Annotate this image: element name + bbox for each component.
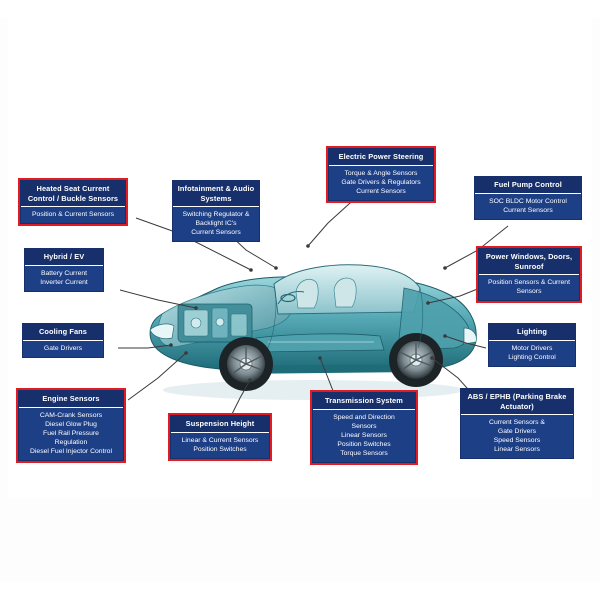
callout-title: Electric Power Steering: [329, 149, 433, 165]
callout-item: Position Switches: [193, 445, 247, 453]
callout-body: [173, 206, 259, 241]
callout-title: Lighting: [489, 324, 575, 340]
callout-suspension-height[interactable]: [168, 413, 272, 461]
car-illustration: [128, 218, 488, 408]
callout-body: [171, 432, 269, 458]
callout-item: CAM-Crank Sensors: [39, 411, 103, 419]
callout-item: Inverter Current: [40, 278, 88, 286]
callout-item: Battery Current: [40, 269, 88, 277]
callout-engine-sensors[interactable]: [16, 388, 126, 463]
callout-body: [329, 165, 433, 200]
callout-body: [19, 407, 123, 460]
callout-title: Power Windows, Doors, Sunroof: [479, 249, 579, 274]
callout-title: Suspension Height: [171, 416, 269, 432]
callout-body: [475, 193, 581, 219]
callout-power-windows-doors-sunroof[interactable]: [476, 246, 582, 303]
callout-item: Linear & Current Sensors: [181, 436, 259, 444]
callout-item: Lighting Control: [508, 353, 556, 361]
callout-lighting[interactable]: [488, 323, 576, 367]
callout-electric-power-steering[interactable]: [326, 146, 436, 203]
callout-item: Torque & Angle Sensors: [344, 169, 418, 177]
callout-item: Gate Drivers: [497, 428, 537, 435]
diagram-image: [0, 18, 600, 582]
callout-infotainment-audio-systems[interactable]: [172, 180, 260, 242]
callout-heated-seat-current-control[interactable]: [18, 178, 128, 226]
callout-item: Current Sensors: [503, 206, 553, 214]
callout-fuel-pump-control[interactable]: [474, 176, 582, 220]
callout-item: Motor Drivers: [511, 344, 553, 352]
callout-item: SOC BLDC Motor Control: [489, 197, 567, 205]
callout-item: Current Sensors: [356, 187, 406, 195]
callout-body: [23, 340, 103, 357]
callout-item: Switching Regulator &: [182, 211, 250, 218]
callout-hybrid-ev[interactable]: [24, 248, 104, 292]
callout-item: Gate Drivers: [43, 344, 83, 352]
callout-item: Position & Current Sensors: [32, 211, 114, 218]
callout-item: Speed and Direction: [333, 413, 395, 421]
callout-item: Current Sensors: [191, 229, 241, 236]
callout-body: [479, 274, 579, 300]
callout-abs-ephb[interactable]: [460, 388, 574, 459]
callout-body: [313, 409, 415, 462]
callout-body: [25, 265, 103, 291]
callout-body: [489, 340, 575, 366]
callout-title: Fuel Pump Control: [475, 177, 581, 193]
callout-transmission-system[interactable]: [310, 390, 418, 465]
callout-item: Gate Drivers & Regulators: [341, 178, 421, 186]
callout-item: Diesel Glow Plug: [45, 420, 97, 428]
callout-title: Cooling Fans: [23, 324, 103, 340]
callout-item: Backlight IC's: [195, 220, 237, 227]
callout-item: Position Sensors & Current: [488, 279, 570, 286]
callout-title: Transmission System: [313, 393, 415, 409]
callout-body: [21, 206, 125, 223]
callout-item: Position Switches: [337, 440, 391, 448]
callout-item: Diesel Fuel Injector Control: [30, 447, 112, 455]
callout-item: Torque Sensors: [340, 449, 388, 457]
callout-cooling-fans[interactable]: [22, 323, 104, 358]
callout-item: Sensors: [516, 288, 542, 295]
callout-item: Linear Sensors: [494, 446, 540, 453]
callout-item: Fuel Rail Pressure: [43, 429, 99, 437]
diagram-artboard: [8, 18, 592, 498]
callout-title: Heated Seat Current Control / Buckle Sensors: [21, 181, 125, 206]
callout-body: [461, 414, 573, 458]
callout-item: Linear Sensors: [341, 431, 387, 439]
callout-item: Speed Sensors: [493, 437, 541, 444]
callout-item: Current Sensors &: [489, 419, 545, 426]
callout-title: Infotainment & Audio Systems: [173, 181, 259, 206]
callout-item: Regulation: [54, 438, 88, 446]
callout-item: Sensors: [351, 422, 377, 430]
callout-title: Hybrid / EV: [25, 249, 103, 265]
callout-title: Engine Sensors: [19, 391, 123, 407]
callout-title: ABS / EPHB (Parking Brake Actuator): [461, 389, 573, 414]
